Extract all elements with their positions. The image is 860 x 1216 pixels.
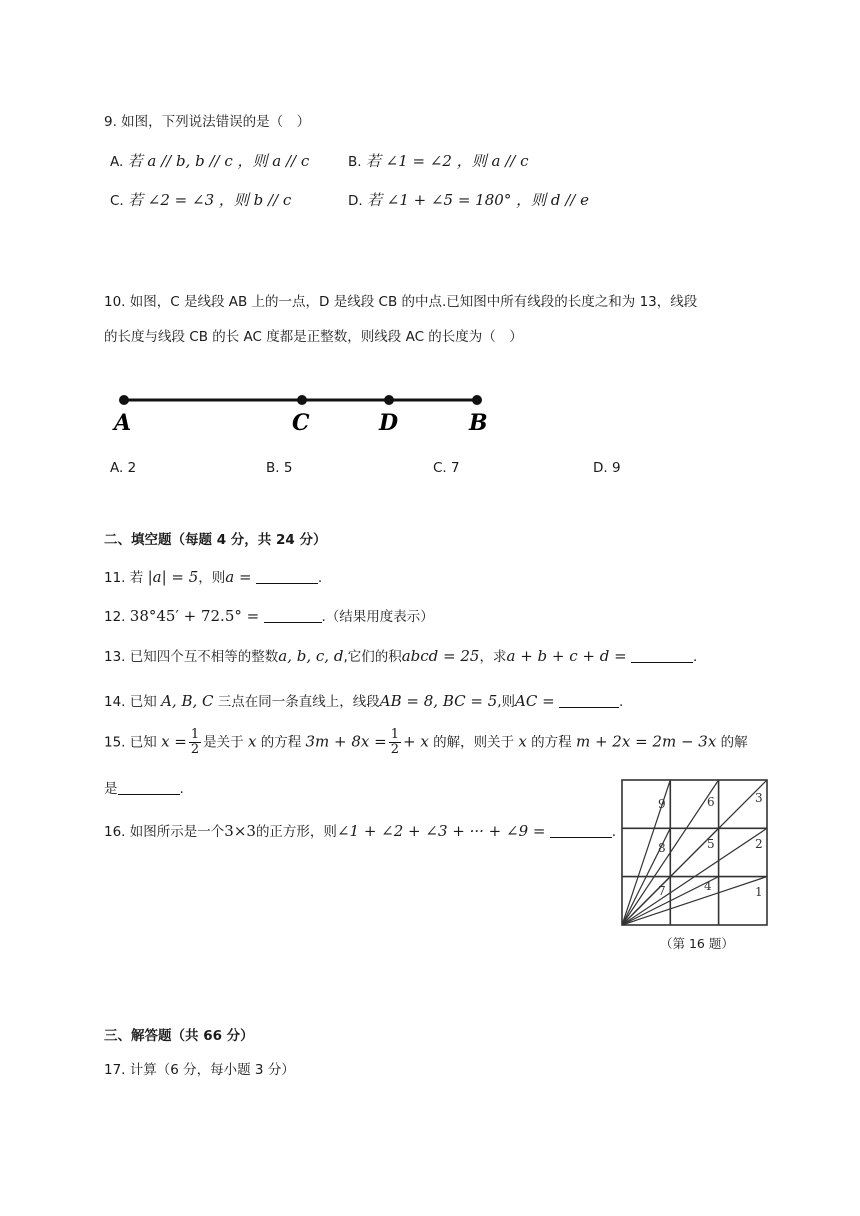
point-a-label: A bbox=[114, 410, 132, 436]
grid-figure bbox=[620, 778, 772, 930]
q14-answer-blank[interactable] bbox=[559, 693, 619, 708]
angle-label-6: 6 bbox=[707, 795, 715, 809]
angle-label-1: 1 bbox=[755, 885, 763, 899]
q15-fraction-2: $\frac{1}{2}$ bbox=[390, 727, 400, 757]
q12: 12. 38°45′ + 72.5° = .（结果用度表示） bbox=[104, 607, 434, 625]
point-d-label: D bbox=[379, 410, 399, 436]
point-c-label: C bbox=[292, 410, 310, 436]
angle-label-4: 4 bbox=[704, 879, 712, 893]
q10-option-a: A. 2 bbox=[110, 460, 137, 476]
q10-line1: 10. 如图，C 是线段 AB 上的一点，D 是线段 CB 的中点.已知图中所有线段的长度之和为 13，线段 bbox=[104, 294, 698, 310]
segment-diagram bbox=[108, 388, 498, 436]
q15-line2: 是 . bbox=[104, 781, 184, 797]
q13: 13. 已知四个互不相等的整数a, b, c, d,它们的积abcd = 25，求a + b + c + d = . bbox=[104, 647, 698, 665]
rays bbox=[622, 780, 767, 925]
q9-stem: 9. 如图，下列说法错误的是（ ） bbox=[104, 114, 311, 130]
angle-label-7: 7 bbox=[658, 884, 666, 898]
q10-line2: 的长度与线段 CB 的长 AC 度都是正整数，则线段 AC 的长度为（ ） bbox=[104, 329, 523, 345]
q14: 14. 已知 A, B, C 三点在同一条直线上，线段AB = 8, BC = 5,则AC = . bbox=[104, 692, 624, 710]
q16-answer-blank[interactable] bbox=[550, 823, 612, 838]
q11: 11. 若 |a| = 5，则a = . bbox=[104, 568, 323, 586]
section-2-title: 二、填空题（每题 4 分，共 24 分） bbox=[104, 532, 327, 548]
q16: 16. 如图所示是一个3×3的正方形，则∠1 + ∠2 + ∠3 + ··· + ∠9 = . bbox=[104, 822, 617, 840]
point-a-dot bbox=[119, 395, 129, 405]
angle-label-3: 3 bbox=[755, 791, 763, 805]
angle-label-5: 5 bbox=[707, 837, 715, 851]
q13-answer-blank[interactable] bbox=[631, 648, 693, 663]
q15-line1: 15. 已知 x = $\frac{1}{2}$ 是关于 x 的方程 3m + 8x = $\frac{1}{2}$ + x 的解，则关于 x 的方程 m + 2x = 2m − 3x 的解 bbox=[104, 727, 748, 757]
point-d-dot bbox=[384, 395, 394, 405]
point-c-dot bbox=[297, 395, 307, 405]
point-b-label: B bbox=[469, 410, 488, 436]
point-b-dot bbox=[472, 395, 482, 405]
q12-answer-blank[interactable] bbox=[264, 608, 322, 623]
q9-option-a: A. 若 a // b, b // c ，则 a // c bbox=[110, 152, 310, 170]
q10-option-d: D. 9 bbox=[593, 460, 621, 476]
q17-title: 17. 计算（6 分，每小题 3 分） bbox=[104, 1062, 295, 1078]
q11-answer-blank[interactable] bbox=[256, 569, 318, 584]
section-3-title: 三、解答题（共 66 分） bbox=[104, 1028, 254, 1044]
angle-label-9: 9 bbox=[658, 797, 666, 811]
q15-answer-blank[interactable] bbox=[118, 780, 180, 795]
angle-label-2: 2 bbox=[755, 837, 763, 851]
q9-option-b: B. 若 ∠1 = ∠2 ，则 a // c bbox=[348, 152, 529, 170]
q10-option-b: B. 5 bbox=[266, 460, 293, 476]
angle-label-8: 8 bbox=[658, 841, 666, 855]
q15-fraction-1: $\frac{1}{2}$ bbox=[190, 727, 200, 757]
q9-option-c: C. 若 ∠2 = ∠3 ，则 b // c bbox=[110, 191, 292, 209]
q10-option-c: C. 7 bbox=[433, 460, 460, 476]
q9-option-d: D. 若 ∠1 + ∠5 = 180° ，则 d // e bbox=[348, 191, 589, 209]
figure-16-caption: （第 16 题） bbox=[660, 936, 734, 951]
